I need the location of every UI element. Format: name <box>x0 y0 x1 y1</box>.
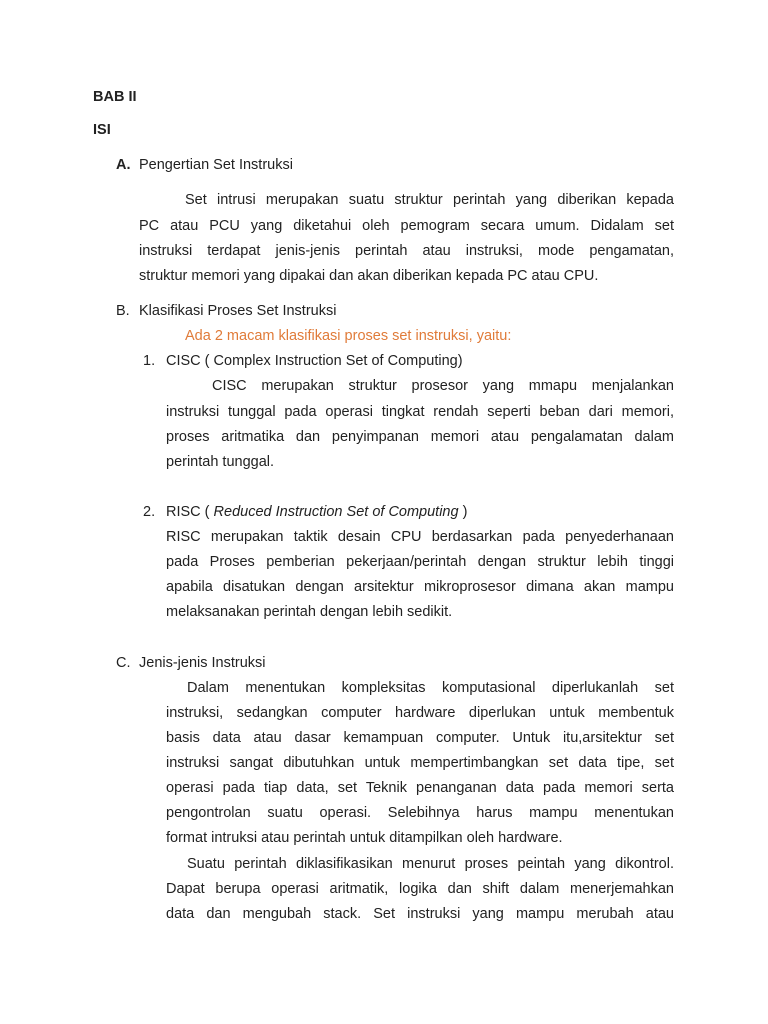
item-2-line: RISC merupakan taktik desain CPU berdasarkan pada penyederhanaan <box>166 529 674 545</box>
item-1-number: 1. <box>143 353 156 369</box>
heading-isi: ISI <box>93 122 111 138</box>
section-c-line: format intruksi atau perintah untuk ditampilkan oleh hardware. <box>166 830 563 846</box>
section-c-marker: C. <box>116 655 131 671</box>
section-b-title: Klasifikasi Proses Set Instruksi <box>139 303 337 319</box>
section-c-line: instruksi, sedangkan computer hardware diperlukan untuk membentuk <box>166 705 674 721</box>
section-a-line: PC atau PCU yang diketahui oleh pemogram secara umum. Didalam set <box>139 218 674 234</box>
item-1-line: instruksi tunggal pada operasi tingkat rendah seperti beban dari memori, <box>166 404 674 420</box>
chapter-title: BAB II <box>93 89 137 105</box>
section-a-line: struktur memori yang dipakai dan akan diberikan kepada PC atau CPU. <box>139 268 599 284</box>
section-b-marker: B. <box>116 303 130 319</box>
section-c-line: Suatu perintah diklasifikasikan menurut proses peintah yang dikontrol. <box>187 856 674 872</box>
item-1-line: CISC merupakan struktur prosesor yang mmapu menjalankan <box>212 378 674 394</box>
item-2-line: melaksanakan perintah dengan lebih sedikit. <box>166 604 453 620</box>
item-1-line: proses aritmatika dan penyimpanan memori atau pengalamatan dalam <box>166 429 674 445</box>
section-c-line: Dapat berupa operasi aritmatik, logika dan shift dalam menerjemahkan <box>166 881 674 897</box>
section-c-title: Jenis-jenis Instruksi <box>139 655 266 671</box>
item-2-title-prefix: RISC ( <box>166 504 210 520</box>
item-2-title <box>166 504 467 520</box>
item-1-line: perintah tunggal. <box>166 454 275 470</box>
section-a-line: instruksi terdapat jenis-jenis perintah atau instruksi, mode pengamatan, <box>139 243 674 259</box>
section-c-line: data dan mengubah stack. Set instruksi yang mampu merubah atau <box>166 906 674 922</box>
item-2-line: apabila disatukan dengan arsitektur mikroprosesor dimana akan mampu <box>166 579 674 595</box>
item-2-title-suffix: ) <box>462 504 468 520</box>
section-a-marker: A. <box>116 157 131 173</box>
item-2-title-italic: Reduced Instruction Set of Computing <box>213 504 459 520</box>
section-b-intro: Ada 2 macam klasifikasi proses set instruksi, yaitu: <box>185 328 512 344</box>
section-c-line: instruksi sangat dibutuhkan untuk mempertimbangkan set data tipe, set <box>166 755 674 771</box>
section-a-title: Pengertian Set Instruksi <box>139 157 293 173</box>
section-c-line: operasi pada tiap data, set Teknik penanganan data pada memori serta <box>166 780 674 796</box>
section-c-line: Dalam menentukan kompleksitas komputasional diperlukanlah set <box>187 680 674 696</box>
item-2-number: 2. <box>143 504 156 520</box>
section-c-line: basis data atau dasar kemampuan computer. Untuk itu,arsitektur set <box>166 730 674 746</box>
item-1-title: CISC ( Complex Instruction Set of Computing) <box>166 353 463 369</box>
section-a-line: Set intrusi merupakan suatu struktur perintah yang diberikan kepada <box>185 192 674 208</box>
section-c-line: pengontrolan suatu operasi. Selebihnya harus mampu menentukan <box>166 805 674 821</box>
item-2-line: pada Proses pemberian pekerjaan/perintah dengan struktur lebih tinggi <box>166 554 674 570</box>
